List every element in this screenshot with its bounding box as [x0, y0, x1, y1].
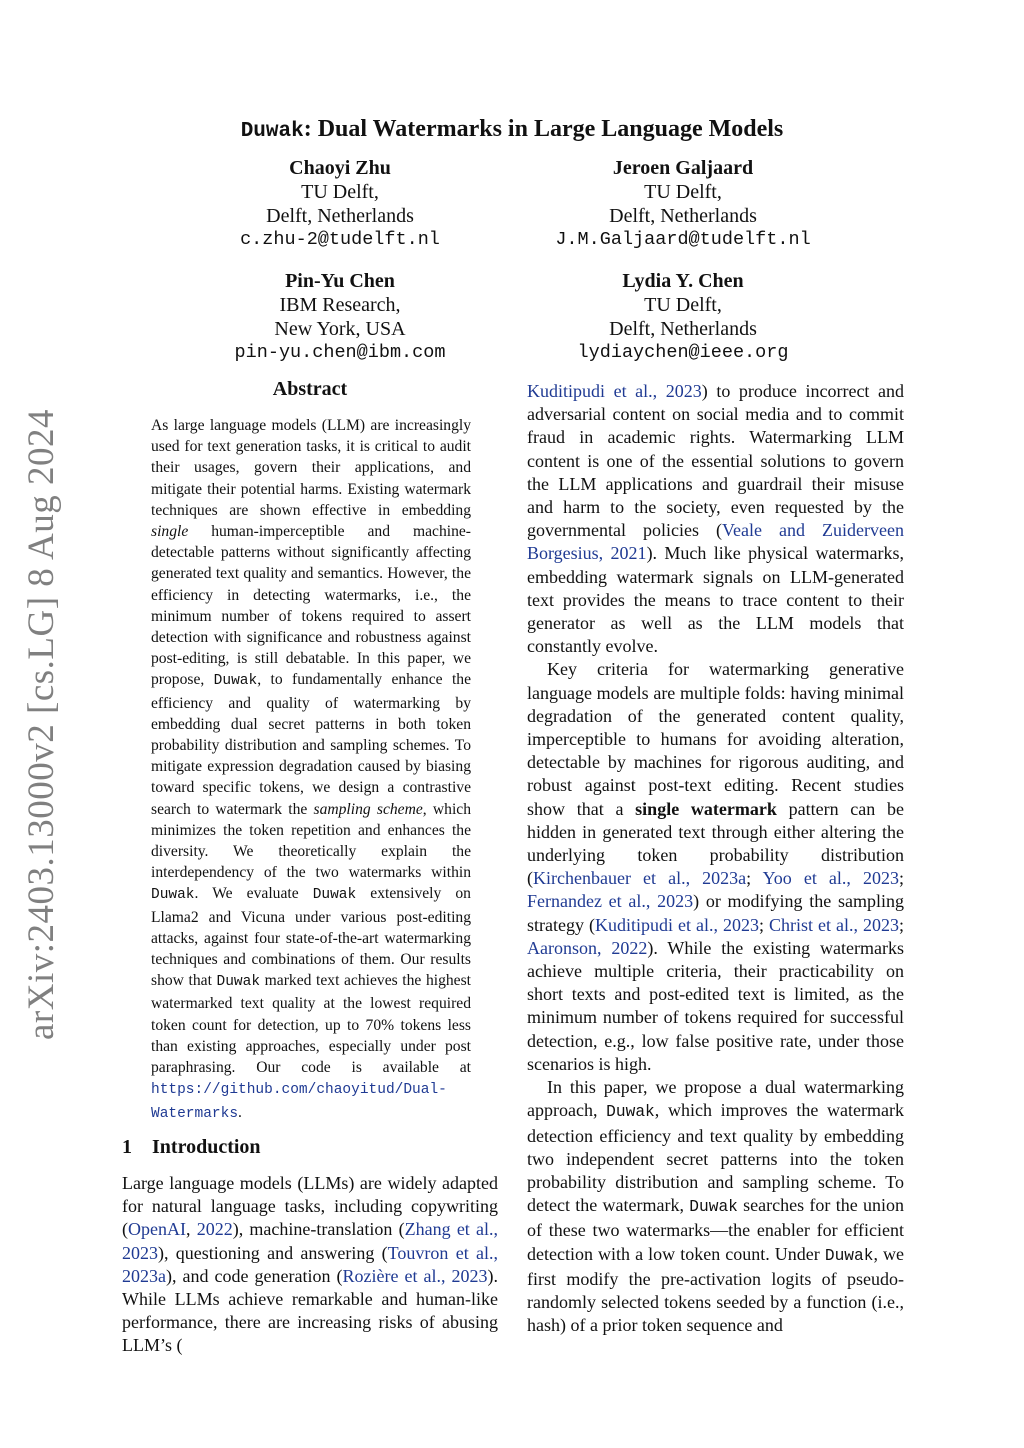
abstract-text: , to fundamentally enhance the efficiency and quality of watermarking by embedding dual secret patterns in both token probability distribution and sampling schemes. To mitigate expression degradation caused by biasing toward specific tokens, we design a contrastive search to watermark the [151, 671, 471, 818]
body-text: ) to produce incorrect and adversarial content on social media and to commit fraud in academic rights. Watermarking LLM content is one of the essential solutions to govern the LLM applications and guardrail their misuse and harm to the society, even requested by the governmental policies ( [527, 381, 905, 541]
author-affiliation: TU Delft, [644, 294, 722, 316]
abstract-text: extensively on Llama2 and Vicuna under various post-editing attacks, against four state-of-the-art watermarking techniques and combinations of them. Our results show that [151, 885, 471, 990]
duwak-code: Duwak [216, 974, 261, 991]
title-code-name: Duwak [240, 120, 304, 143]
author-name: Jeroen Galjaard [612, 157, 754, 179]
abstract-text: . [238, 1103, 242, 1121]
body-text: Large language models (LLMs) are widely adapted for natural language tasks, including copywriting ( [122, 1173, 498, 1240]
duwak-code: Duwak [312, 887, 357, 904]
title-text: : Dual Watermarks in Large Language Models [303, 116, 784, 142]
body-text: Key criteria for watermarking generative language models are multiple folds: having minimal degradation of the generated content quality, imperceptible to humans for avoiding alteration, detectable by machines for rigorous auditing, and robust against post-text editing. Recent studies show that a [527, 659, 904, 819]
citation-link[interactable]: Christ et al., 2023 [768, 914, 899, 935]
section-title: Introduction [152, 1136, 261, 1158]
author-block [190, 269, 490, 365]
paper-title [0, 116, 1024, 143]
body-text: ), questioning and answering ( [158, 1242, 388, 1263]
abstract-text: . We evaluate [194, 885, 313, 903]
citation-link[interactable]: Kirchenbauer et al., 2023a [533, 868, 747, 889]
body-text: In this paper, we propose a dual watermarking approach, [527, 1077, 904, 1121]
author-email: J.M.Galjaard@tudelft.nl [555, 229, 811, 250]
author-email: pin-yu.chen@ibm.com [234, 342, 446, 363]
citation-link[interactable]: Rozière et al., 2023 [342, 1265, 488, 1286]
author-name: Lydia Y. Chen [622, 270, 744, 292]
author-affiliation: TU Delft, [644, 181, 722, 203]
duwak-code: Duwak [151, 887, 195, 904]
duwak-code: Duwak [689, 1198, 738, 1217]
emphasis-sampling-scheme: sampling scheme [313, 800, 423, 818]
author-affiliation: TU Delft, [301, 181, 379, 203]
abstract-text: As large language models (LLM) are increasingly used for text generation tasks, it is critical to audit their usages, govern their applications, and mitigate their potential harms. Existing watermark techniques are shown effective in embedding [151, 417, 471, 519]
body-text: ). While the existing watermarks achieve multiple criteria, their practicability on short texts and post-edited text is limited, as the minimum number of tokens required for successful detection, e.g., low false positive rate, under those scenarios is high. [527, 937, 904, 1074]
body-text: ), and code generation ( [166, 1265, 343, 1286]
paragraph [527, 380, 904, 658]
bold-single-watermark: single watermark [635, 798, 777, 819]
body-text: , [185, 1219, 197, 1240]
body-text: pattern can be hidden in generated text through either altering the underlying token probability distribution ( [527, 798, 904, 889]
body-text: searches for the union of these two watermarks—the enabler for efficient detection with a low token count. Under [527, 1195, 904, 1264]
body-text: , we first modify the pre-activation logits of pseudo-randomly selected tokens seeded by a function (i.e., hash) of a prior token sequence and [527, 1243, 904, 1336]
citation-link[interactable]: Fernandez et al., 2023 [527, 891, 694, 912]
author-affiliation: IBM Research, [279, 294, 401, 316]
duwak-code: Duwak [824, 1246, 874, 1265]
citation-link[interactable]: 2022 [196, 1219, 233, 1240]
body-text: ; [746, 868, 763, 889]
introduction-left-column [122, 1172, 498, 1358]
body-text: ; [898, 914, 904, 935]
body-text: ; [898, 868, 904, 889]
author-name: Chaoyi Zhu [289, 157, 391, 179]
body-text: ), machine-translation ( [232, 1219, 405, 1240]
abstract-heading: Abstract [272, 378, 348, 400]
author-name: Pin-Yu Chen [285, 270, 395, 292]
author-block [190, 156, 490, 252]
introduction-right-column [527, 380, 904, 1337]
paragraph [527, 1076, 904, 1337]
citation-link[interactable]: OpenAI [128, 1219, 186, 1240]
author-location: Delft, Netherlands [609, 318, 757, 340]
citation-link[interactable]: Touvron et al., 2023a [122, 1242, 498, 1286]
section-number: 1 [122, 1136, 132, 1158]
citation-link[interactable]: Yoo et al., 2023 [762, 868, 899, 889]
body-text: , which improves the watermark detection efficiency and text quality by embedding two independent secret patterns into the token probability distribution and sampling scheme. To detect the watermark, [527, 1100, 904, 1216]
author-email: lydiaychen@ieee.org [577, 342, 789, 363]
duwak-code: Duwak [213, 673, 258, 690]
citation-link[interactable]: Kuditipudi et al., 2023 [594, 914, 759, 935]
author-location: Delft, Netherlands [609, 205, 757, 227]
body-text: ). While LLMs achieve remarkable and human-like performance, there are increasing risks of abusing LLM’s ( [122, 1265, 499, 1356]
emphasis-single: single [151, 523, 189, 541]
author-email: c.zhu-2@tudelft.nl [240, 229, 440, 250]
citation-link[interactable]: Kuditipudi et al., 2023 [527, 381, 702, 401]
body-text: ). Much like physical watermarks, embedding watermark signals on LLM-generated text provides the means to trace content to their generator as well as the LLM models that constantly evolve. [527, 543, 904, 657]
paragraph [527, 658, 904, 1076]
duwak-code: Duwak [606, 1103, 655, 1122]
author-location: New York, USA [274, 318, 406, 340]
citation-link[interactable]: Zhang et al., 2023 [122, 1219, 499, 1263]
arxiv-identifier: arXiv:2403.13000v2 [cs.LG] 8 Aug 2024 [21, 409, 62, 1040]
section-heading-introduction [122, 1136, 261, 1159]
author-block [523, 156, 843, 252]
abstract-text: marked text achieves the highest watermarked text quality at the lowest required token count for detection, up to 70% tokens less than existing approaches, especially under post paraphrasing. Our code is available at [151, 972, 471, 1077]
abstract-text: , which minimizes the token repetition and enhances the diversity. We theoretically explain the interdependency of the two watermarks within [151, 800, 471, 882]
abstract-text: human-imperceptible and machine-detectable patterns without significantly affecting generated text quality and semantics. However, the efficiency in detecting watermarks, i.e., the minimum number of tokens required to assert detection with significance and robustness against post-editing, is still debatable. In this paper, we propose, [151, 523, 471, 689]
citation-link[interactable]: Veale and Zuiderveen Borgesius, 2021 [527, 520, 904, 564]
code-repository-link[interactable]: https://github.com/chaoyitud/Dual-Watermarks [151, 1082, 447, 1122]
body-text: ; [758, 914, 769, 935]
abstract-body [151, 415, 471, 1125]
citation-link[interactable]: Aaronson, 2022 [527, 937, 648, 958]
body-text: ) or modifying the sampling strategy ( [527, 891, 904, 935]
author-location: Delft, Netherlands [266, 205, 414, 227]
author-block [523, 269, 843, 365]
